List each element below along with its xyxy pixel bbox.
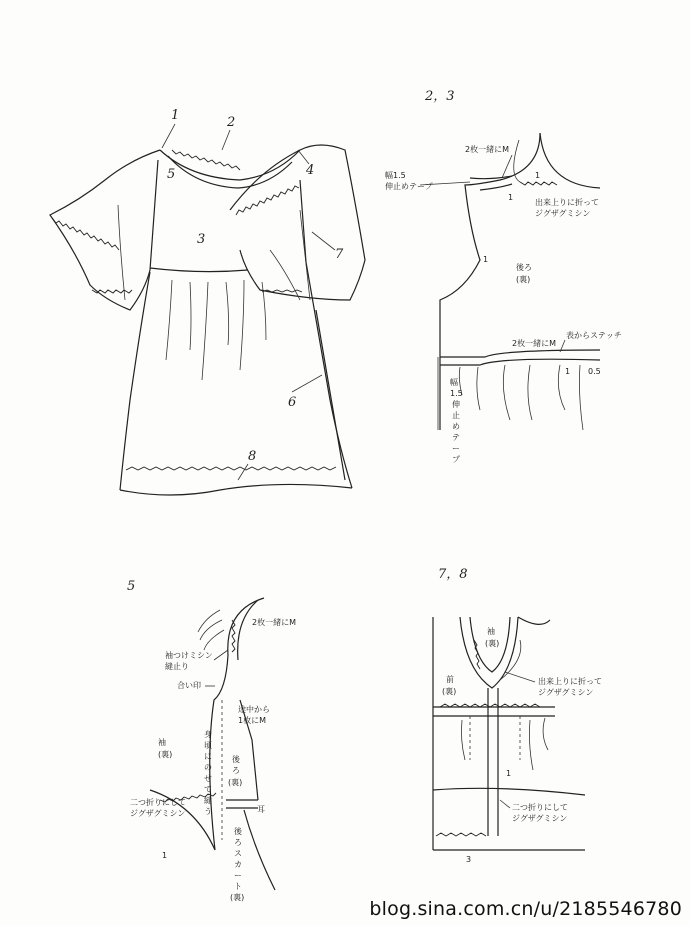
svg-text:め: め (452, 422, 460, 431)
svg-text:せ: せ (204, 774, 212, 783)
dim-3-78: 3 (466, 855, 472, 864)
svg-text:縫: 縫 (204, 796, 212, 805)
svg-text:後: 後 (234, 827, 242, 836)
diagram-7-8 (433, 567, 602, 864)
label-on-body (204, 729, 212, 816)
section-title-7-8: 7，8 (438, 567, 468, 582)
svg-text:の: の (204, 763, 212, 772)
svg-text:ス: ス (234, 849, 242, 858)
svg-text:ろ: ろ (232, 766, 240, 775)
label-tape-bottom (450, 377, 463, 464)
dim-1d: 1 (565, 367, 571, 376)
svg-text:頃: 頃 (204, 741, 212, 750)
part-label-3: 3 (197, 232, 206, 247)
section-title-2-3: 2，3 (425, 89, 455, 104)
svg-text:カ: カ (234, 860, 242, 869)
label-sleeve-78-1: 袖 (487, 627, 495, 636)
label-back-body (228, 754, 242, 787)
label-selvage: 耳 (257, 805, 265, 814)
label-back-skirt (230, 826, 244, 902)
label-together-bottom: 2枚一緒にM (512, 339, 556, 348)
section-title-5: 5 (127, 579, 136, 594)
label-fold-zigzag-78-1: 二つ折りにして (512, 803, 568, 812)
svg-text:テ: テ (452, 433, 460, 442)
svg-text:身: 身 (204, 730, 212, 739)
label-zigzag-2: ジグザグミシン (535, 209, 591, 218)
svg-text:1.5: 1.5 (450, 389, 463, 398)
label-together-5: 2枚一緒にM (252, 618, 296, 627)
label-front-2: (裏) (442, 687, 457, 696)
dim-1-78: 1 (506, 769, 512, 778)
part-label-5: 5 (167, 167, 176, 182)
garment-part-labels (162, 108, 344, 480)
garment-illustration (50, 145, 365, 495)
label-sleeve-machine-1: 袖つけミシン (165, 651, 213, 660)
svg-text:に: に (204, 752, 212, 761)
label-zigzag-78-2: ジグザグミシン (538, 688, 594, 697)
label-sleeve-78-2: (裏) (485, 639, 500, 648)
svg-text:(裏): (裏) (228, 778, 243, 787)
label-back-2: (裏) (516, 275, 531, 284)
label-front-1: 前 (446, 675, 454, 684)
label-fold-zigzag-78-2: ジグザグミシン (512, 814, 568, 823)
dim-1b: 1 (508, 193, 514, 202)
svg-text:(裏): (裏) (230, 893, 245, 902)
label-back-1: 後ろ (516, 263, 532, 272)
dim-05: 0.5 (588, 367, 601, 376)
svg-text:ー: ー (234, 871, 242, 880)
svg-text:止: 止 (452, 411, 460, 420)
svg-text:ー: ー (452, 444, 460, 453)
part-label-8: 8 (248, 449, 257, 464)
svg-text:ト: ト (234, 882, 242, 891)
label-fold-zigzag-5-1: 二つ折りにして (130, 798, 186, 807)
label-fold-zigzag-5-2: ジグザグミシン (130, 809, 186, 818)
svg-text:ろ: ろ (234, 838, 242, 847)
dim-1a: 1 (535, 171, 541, 180)
diagram-2-3 (385, 89, 622, 464)
label-zigzag-1: 出来上りに折って (535, 198, 599, 207)
svg-text:て: て (204, 785, 212, 794)
part-label-6: 6 (288, 395, 297, 410)
label-from-middle-1: 途中から (238, 705, 270, 714)
label-sleeve-back-1: 袖 (158, 738, 166, 747)
part-label-4: 4 (306, 163, 315, 178)
dim-1-5: 1 (162, 851, 168, 860)
label-tape-top-1: 幅1.5 (385, 171, 406, 180)
label-from-middle-2: 1枚にM (238, 716, 266, 725)
dim-1c: 1 (483, 255, 489, 264)
label-sleeve-back-2: (裏) (158, 750, 173, 759)
svg-text:幅: 幅 (450, 378, 458, 387)
part-label-7: 7 (335, 247, 344, 262)
label-zigzag-78-1: 出来上りに折って (538, 677, 602, 686)
label-together-top: 2枚一緒にM (465, 145, 509, 154)
part-label-2: 2 (227, 115, 236, 130)
label-sleeve-machine-2: 縫止り (165, 662, 189, 671)
part-label-1: 1 (171, 108, 180, 123)
svg-text:う: う (204, 807, 212, 816)
label-tape-top-2: 伸止めテープ (385, 182, 433, 191)
svg-text:後: 後 (232, 755, 240, 764)
label-stitch-outside: 表からステッチ (566, 331, 622, 340)
svg-text:プ: プ (452, 455, 460, 464)
svg-text:伸: 伸 (452, 400, 460, 409)
watermark: blog.sina.com.cn/u/2185546780 (369, 898, 682, 920)
label-match-mark: 合い印 (177, 681, 201, 690)
diagram-5 (127, 579, 296, 902)
